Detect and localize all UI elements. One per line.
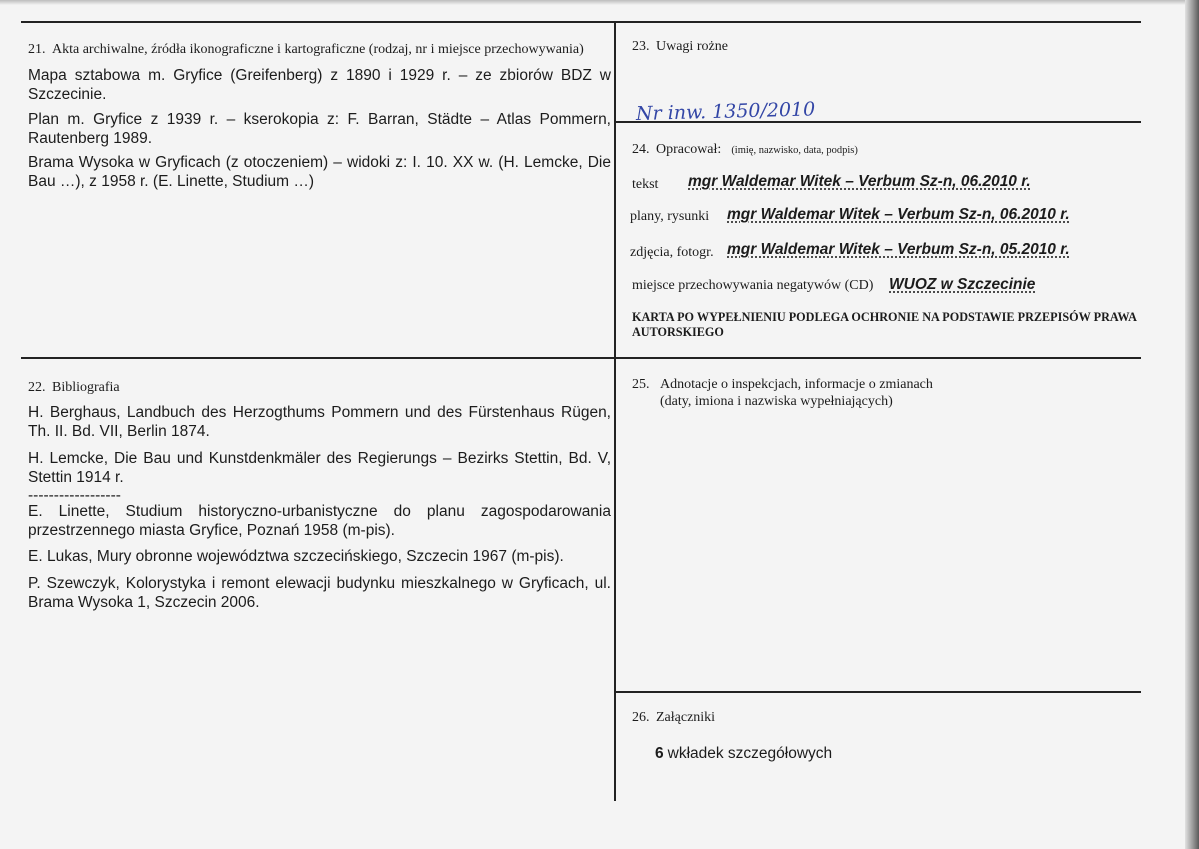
section25-label: Adnotacje o inspekcjach, informacje o zmianach xyxy=(660,377,933,392)
section24-label-group xyxy=(656,142,858,159)
author-row-label: miejsce przechowywania negatywów (CD) xyxy=(632,278,874,293)
author-row-label: plany, rysunki xyxy=(630,209,710,224)
author-row-label: zdjęcia, fotogr. xyxy=(630,245,714,260)
section21-number: 21. xyxy=(28,42,46,57)
section24-number: 24. xyxy=(632,142,650,157)
section26-header xyxy=(632,710,716,726)
author-row-label: tekst xyxy=(632,177,659,192)
author-row-value: mgr Waldemar Witek – Verbum Sz-n, 06.2010 r. xyxy=(727,206,1070,223)
section23-header xyxy=(632,39,728,55)
bibliography-entry: H. Berghaus, Landbuch des Herzogthums Pommern und des Fürstenhaus Rügen, Th. II. Bd. VII, Berlin 1874. xyxy=(28,404,611,440)
section25-number: 25. xyxy=(632,377,650,392)
author-row-value: WUOZ w Szczecinie xyxy=(889,276,1036,293)
bibliography-separator: ------------------ xyxy=(28,487,121,504)
author-row-value: mgr Waldemar Witek – Verbum Sz-n, 05.2010 r. xyxy=(727,241,1070,258)
scan-edge-right xyxy=(1185,0,1199,849)
section26-number: 26. xyxy=(632,710,650,725)
bibliography-entry: E. Linette, Studium historyczno-urbanistyczne do planu zagospodarowania przestrzennego miasta Gryfice, Poznań 1958 (m-pis). xyxy=(28,503,611,539)
scan-edge-top xyxy=(0,0,1199,5)
section22-label: Bibliografia xyxy=(52,380,120,395)
section24-hint: (imię, nazwisko, data, podpis) xyxy=(731,145,858,156)
section23-label: Uwagi rożne xyxy=(656,39,728,54)
inventory-number-handwritten: Nr inw. 1350/2010 xyxy=(635,98,816,125)
section25-bottom-rule xyxy=(615,691,1141,693)
top-rule xyxy=(21,21,1141,23)
archive-entry: Plan m. Gryfice z 1939 r. – kserokopia z: F. Barran, Städte – Atlas Pommern, Rautenberg 1989. xyxy=(28,111,611,147)
section23-number: 23. xyxy=(632,39,650,54)
middle-rule xyxy=(21,357,1141,359)
section24-label: Opracował: xyxy=(656,142,722,157)
bibliography-entry: H. Lemcke, Die Bau und Kunstdenkmäler des Regierungs – Bezirks Stettin, Bd. V, Stettin 1914 r. xyxy=(28,450,611,486)
attachment-description: wkładek szczegółowych xyxy=(667,745,833,762)
section22-header xyxy=(28,380,120,396)
section22-number: 22. xyxy=(28,380,46,395)
column-divider xyxy=(614,21,616,801)
bibliography-entry: P. Szewczyk, Kolorystyka i remont elewacji budynku mieszkalnego w Gryficach, ul. Brama Wysoka 1, Szczecin 2006. xyxy=(28,575,611,611)
bibliography-entry: E. Lukas, Mury obronne województwa szczecińskiego, Szczecin 1967 (m-pis). xyxy=(28,548,564,565)
section25-hint: (daty, imiona i nazwiska wypełniających) xyxy=(660,394,893,409)
attachments-value xyxy=(655,744,832,763)
author-row-value: mgr Waldemar Witek – Verbum Sz-n, 06.2010 r. xyxy=(688,173,1031,190)
copyright-notice: KARTA PO WYPEŁNIENIU PODLEGA OCHRONIE NA PODSTAWIE PRZEPISÓW PRAWA AUTORSKIEGO xyxy=(632,310,1137,339)
attachment-count: 6 xyxy=(655,745,664,762)
section26-label: Załączniki xyxy=(656,710,716,725)
archive-entry: Mapa sztabowa m. Gryfice (Greifenberg) z 1890 i 1929 r. – ze zbiorów BDZ w Szczecinie. xyxy=(28,67,611,103)
section24-header xyxy=(632,142,858,158)
section21-label: Akta archiwalne, źródła ikonograficzne i kartograficzne (rodzaj, nr i miejsce przechowywania) xyxy=(52,42,584,57)
archive-entry: Brama Wysoka w Gryficach (z otoczeniem) – widoki z: I. 10. XX w. (H. Lemcke, Die Bau …), z 1958 r. (E. Linette, Studium …) xyxy=(28,154,611,190)
section21-header xyxy=(28,42,584,58)
